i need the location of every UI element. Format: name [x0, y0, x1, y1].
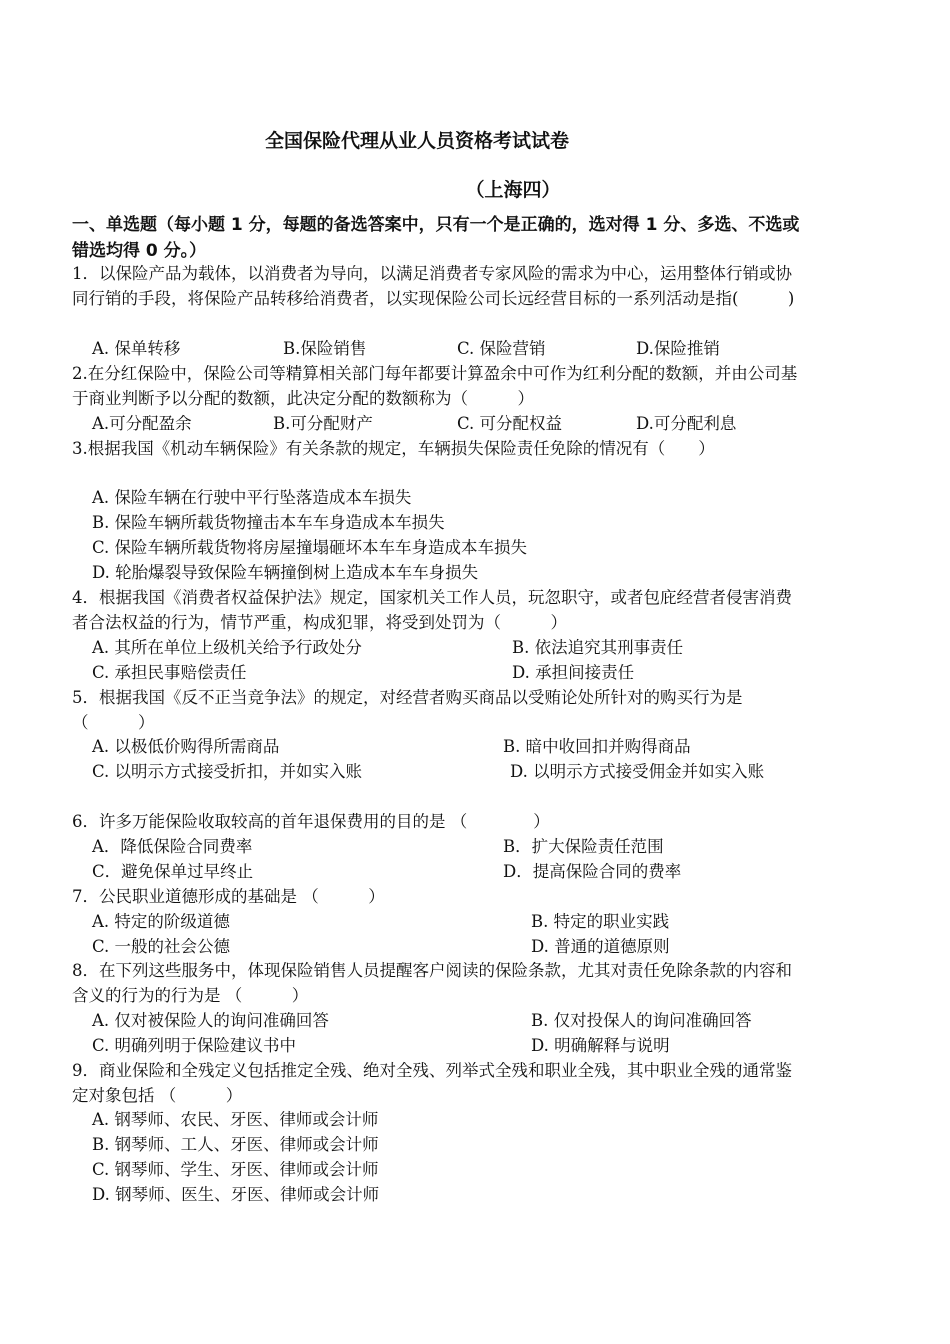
q9-option-b: B. 钢琴师、工人、牙医、律师或会计师: [92, 1135, 379, 1154]
q5-option-a: A. 以极低价购得所需商品: [92, 737, 280, 756]
q4-option-d: D. 承担间接责任: [512, 663, 635, 682]
q1-option-a: A. 保单转移: [92, 339, 181, 358]
q2-option-c: C. 可分配权益: [457, 414, 563, 433]
question-5: 5．根据我国《反不正当竞争法》的规定，对经营者购买商品以受贿论处所针对的购买行为是 （ ）: [72, 688, 743, 732]
q4-option-c: C. 承担民事赔偿责任: [92, 663, 247, 682]
q8-option-c: C. 明确列明于保险建议书中: [92, 1036, 297, 1055]
q8-option-a: A. 仅对被保险人的询问准确回答: [92, 1011, 329, 1030]
q1-option-c: C. 保险营销: [457, 339, 546, 358]
q4-option-b: B. 依法追究其刑事责任: [512, 638, 684, 657]
question-2: 2.在分红保险中，保险公司等精算相关部门每年都要计算盈余中可作为红利分配的数额，并由公司基于商业判断予以分配的数额，此决定分配的数额称为（ ）: [72, 364, 798, 408]
q3-option-a: A. 保险车辆在行驶中平行坠落造成本车损失: [92, 488, 412, 507]
q5-option-c: C. 以明示方式接受折扣，并如实入账: [92, 762, 363, 781]
q6-option-b: B．扩大保险责任范围: [503, 837, 664, 856]
question-6: 6．许多万能保险收取较高的首年退保费用的目的是 （ ）: [72, 812, 550, 831]
q3-option-b: B. 保险车辆所载货物撞击本车车身造成本车损失: [92, 513, 445, 532]
section-heading: 一、单选题（每小题 1 分，每题的备选答案中，只有一个是正确的，选对得 1 分、多选、不选或错选均得 0 分。）: [72, 215, 800, 261]
question-1: 1．以保险产品为载体，以消费者为导向，以满足消费者专家风险的需求为中心，运用整体行销或协同行销的手段，将保险产品转移给消费者，以实现保险公司长远经营目标的一系列活动是指( ): [72, 264, 795, 308]
q9-option-c: C. 钢琴师、学生、牙医、律师或会计师: [92, 1160, 379, 1179]
q2-option-a: A.可分配盈余: [92, 414, 192, 433]
question-7: 7．公民职业道德形成的基础是 （ ）: [72, 887, 385, 906]
q5-option-d: D. 以明示方式接受佣金并如实入账: [510, 762, 765, 781]
q7-option-c: C. 一般的社会公德: [92, 937, 231, 956]
question-3: 3.根据我国《机动车辆保险》有关条款的规定，车辆损失保险责任免除的情况有（ ）: [72, 439, 715, 458]
q8-option-b: B. 仅对投保人的询问准确回答: [531, 1011, 752, 1030]
q9-option-d: D. 钢琴师、医生、牙医、律师或会计师: [92, 1185, 380, 1204]
q6-option-d: D．提高保险合同的费率: [503, 862, 682, 881]
page-subtitle: （上海四）: [465, 179, 561, 201]
q7-option-d: D. 普通的道德原则: [531, 937, 670, 956]
q8-option-d: D. 明确解释与说明: [531, 1036, 670, 1055]
q3-option-c: C. 保险车辆所载货物将房屋撞塌砸坏本车车身造成本车损失: [92, 538, 528, 557]
q5-option-b: B. 暗中收回扣并购得商品: [503, 737, 691, 756]
question-8: 8．在下列这些服务中，体现保险销售人员提醒客户阅读的保险条款，尤其对责任免除条款的内容和含义的行为的行为是 （ ）: [72, 961, 792, 1005]
question-4: 4．根据我国《消费者权益保护法》规定，国家机关工作人员，玩忽职守，或者包庇经营者侵害消费者合法权益的行为，情节严重，构成犯罪，将受到处罚为（ ）: [72, 588, 792, 632]
q4-option-a: A. 其所在单位上级机关给予行政处分: [92, 638, 362, 657]
question-9: 9．商业保险和全残定义包括推定全残、绝对全残、列举式全残和职业全残，其中职业全残的通常鉴定对象包括 （ ）: [72, 1061, 792, 1105]
q6-option-c: C．避免保单过早终止: [92, 862, 254, 881]
q7-option-a: A. 特定的阶级道德: [92, 912, 230, 931]
q1-option-b: B.保险销售: [283, 339, 367, 358]
page-title: 全国保险代理从业人员资格考试试卷: [264, 130, 569, 152]
q1-option-d: D.保险推销: [636, 339, 720, 358]
q7-option-b: B. 特定的职业实践: [531, 912, 670, 931]
q2-option-d: D.可分配利息: [636, 414, 737, 433]
q3-option-d: D. 轮胎爆裂导致保险车辆撞倒树上造成本车车身损失: [92, 563, 479, 582]
q2-option-b: B.可分配财产: [273, 414, 373, 433]
q9-option-a: A. 钢琴师、农民、牙医、律师或会计师: [92, 1110, 379, 1129]
q6-option-a: A．降低保险合同费率: [92, 837, 253, 856]
